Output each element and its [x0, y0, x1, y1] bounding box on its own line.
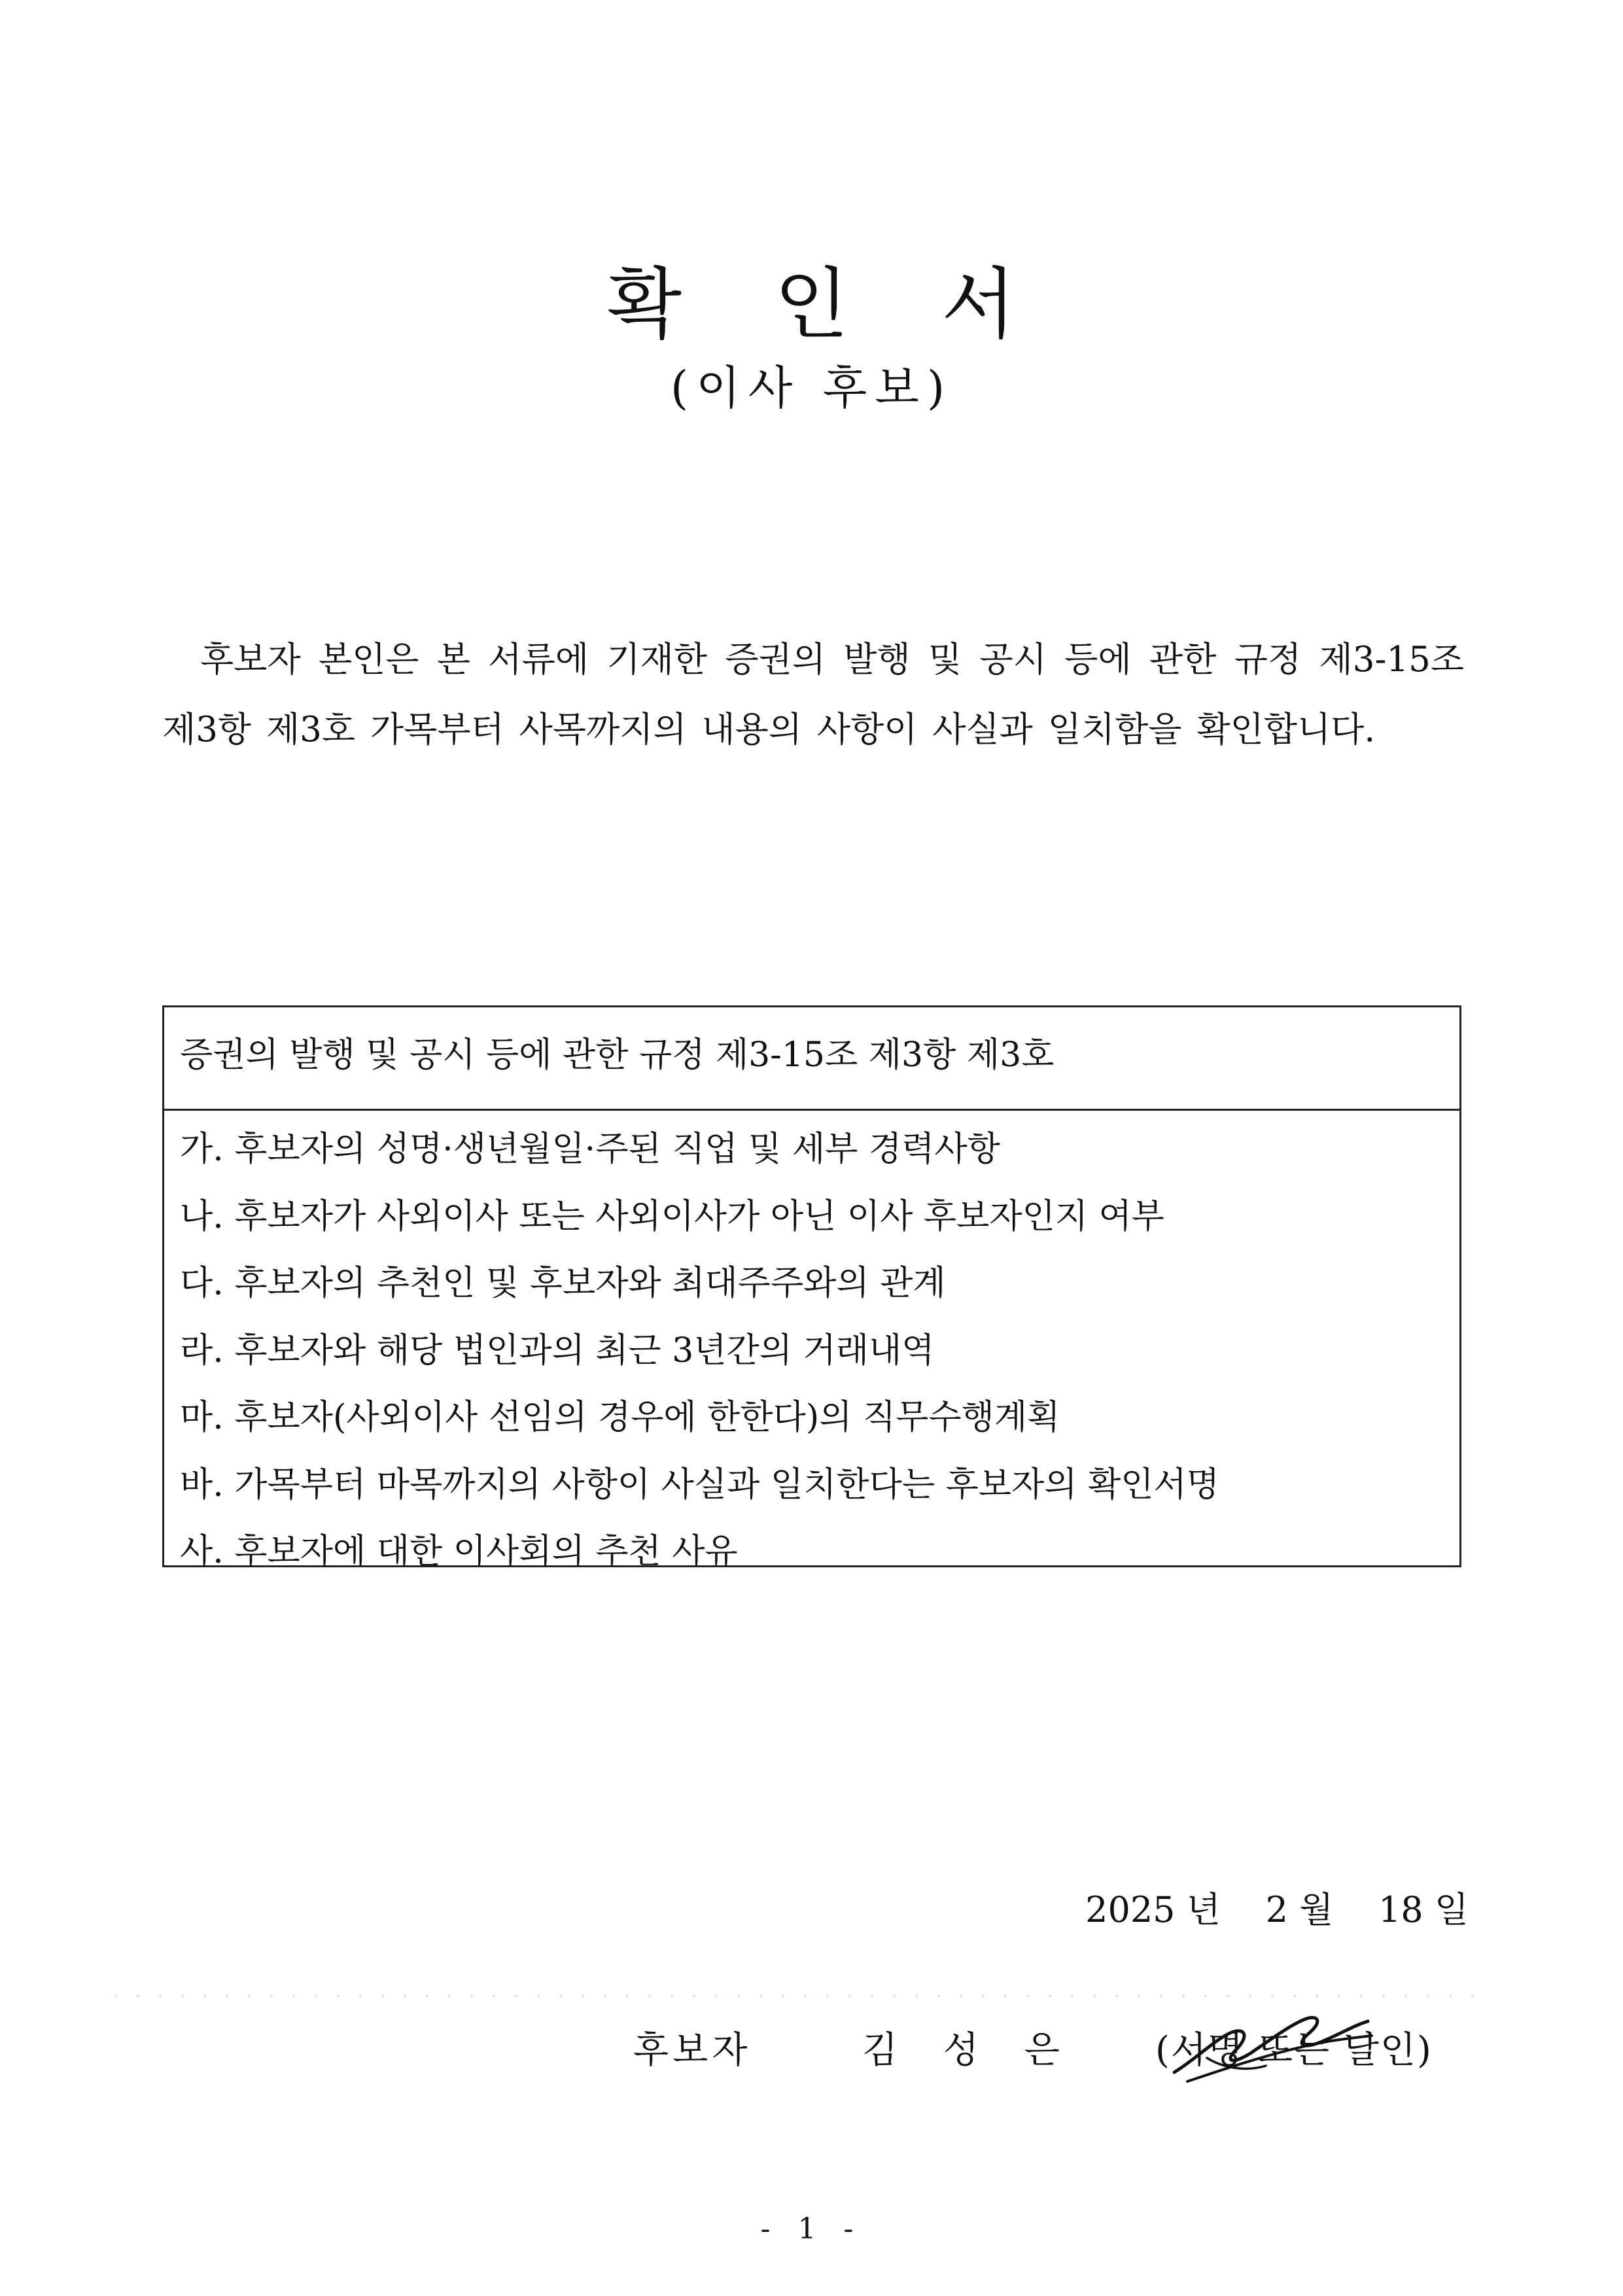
date-month-unit: 월: [1299, 1889, 1334, 1930]
document-subtitle: (이사 후보): [670, 361, 953, 415]
date-month: 2: [1265, 1889, 1288, 1930]
regulation-item-ba: 바. 가목부터 마목까지의 사항이 사실과 일치한다는 후보자의 확인서명: [180, 1465, 1219, 1505]
regulation-item-da: 다. 후보자의 추천인 및 후보자와 최대주주와의 관계: [180, 1264, 946, 1303]
signing-date: [1085, 1887, 1469, 1933]
confirmation-text: 후보자 본인은 본 서류에 기재한 증권의 발행 및 공시 등에 관한 규정 제3-15조 제3항 제3호 가목부터 사목까지의 내용의 사항이 사실과 일치함을 확인합니다.: [162, 640, 1464, 750]
candidate-label: 후보자: [633, 2029, 752, 2072]
page-number: - 1 -: [760, 2212, 863, 2246]
signature-or-seal-label: (서명 또는 날인): [1155, 2029, 1433, 2072]
candidate-name: 김 성 은: [862, 2029, 1077, 2072]
regulation-item-ga: 가. 후보자의 성명·생년월일·주된 직업 및 세부 경력사항: [180, 1130, 1000, 1169]
regulation-box: [162, 1005, 1461, 1571]
regulation-box-header: 증권의 발행 및 공시 등에 관한 규정 제3-15조 제3항 제3호: [164, 1007, 1459, 1111]
signature-row: [0, 2025, 1623, 2090]
regulation-item-na: 나. 후보자가 사외이사 또는 사외이사가 아닌 이사 후보자인지 여부: [180, 1196, 1165, 1236]
confirmation-paragraph: [162, 625, 1464, 765]
date-day-unit: 일: [1434, 1889, 1469, 1930]
regulation-item-ma: 마. 후보자(사외이사 선임의 경우에 한한다)의 직무수행계획: [180, 1398, 1060, 1437]
regulation-item-list: [164, 1111, 1459, 1586]
date-year-unit: 년: [1186, 1889, 1221, 1930]
date-year: 2025: [1085, 1889, 1176, 1930]
regulation-item-ra: 라. 후보자와 해당 법인과의 최근 3년간의 거래내역: [180, 1331, 935, 1370]
document-title: 확 인 서: [607, 259, 1050, 349]
date-day: 18: [1378, 1889, 1423, 1930]
regulation-item-sa: 사. 후보자에 대한 이사회의 추천 사유: [180, 1532, 738, 1571]
handwritten-signature: [1168, 1995, 1377, 2093]
